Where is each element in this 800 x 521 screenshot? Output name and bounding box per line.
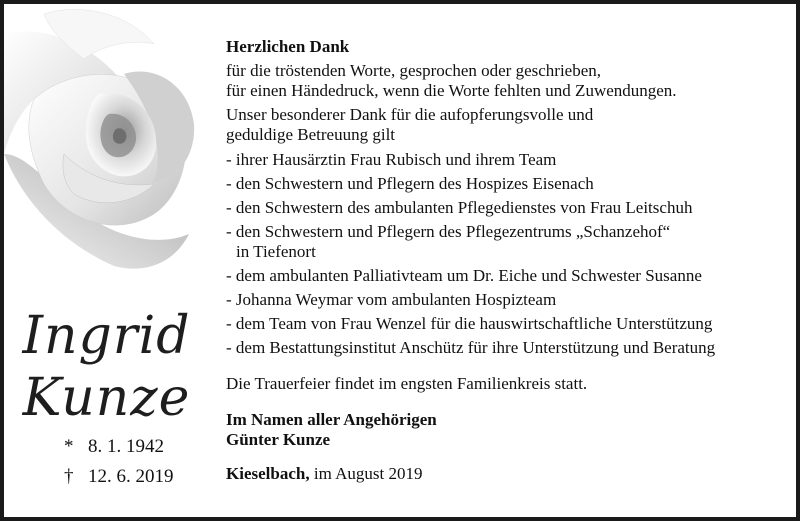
funeral-note: Die Trauerfeier findet im engsten Familienkreis statt. — [226, 374, 588, 393]
thanks-item: - dem ambulanten Palliativteam um Dr. Eiche und Schwester Susanne — [226, 266, 702, 285]
death-date-line — [64, 466, 174, 488]
thanks-item: - den Schwestern und Pflegern des Hospizes Eisenach — [226, 174, 594, 193]
notice-text — [226, 37, 786, 484]
thanks-item-continuation: in Tiefenort — [236, 242, 316, 261]
birth-date: 8. 1. 1942 — [88, 436, 164, 457]
signoff-line: Im Namen aller Angehörigen — [226, 410, 437, 429]
death-date: 12. 6. 2019 — [88, 466, 174, 487]
thanks-item: - ihrer Hausärztin Frau Rubisch und ihrem Team — [226, 150, 557, 169]
thanks-item: - Johanna Weymar vom ambulanten Hospizteam — [226, 290, 557, 309]
date-text: im August 2019 — [313, 464, 423, 483]
death-symbol: † — [64, 466, 74, 487]
thanks-item: - den Schwestern und Pflegern des Pflegezentrums „Schanzehof“ — [226, 222, 671, 241]
special-thanks-line: geduldige Betreuung gilt — [226, 125, 396, 144]
heading: Herzlichen Dank — [226, 37, 350, 56]
deceased-last-name: Kunze — [22, 368, 191, 428]
intro-line: für einen Händedruck, wenn die Worte fehlten und Zuwendungen. — [226, 81, 677, 100]
signoff-name: Günter Kunze — [226, 430, 331, 449]
thanks-item: - den Schwestern des ambulanten Pflegedienstes von Frau Leitschuh — [226, 198, 693, 217]
white-rose-image — [4, 4, 204, 274]
birth-symbol: * — [64, 436, 74, 457]
deceased-first-name: Ingrid — [22, 306, 191, 366]
place: Kieselbach, — [226, 464, 310, 483]
thanks-item: - dem Team von Frau Wenzel für die hauswirtschaftliche Unterstützung — [226, 314, 713, 333]
left-column — [4, 4, 214, 517]
intro-line: für die tröstenden Worte, gesprochen oder geschrieben, — [226, 61, 602, 80]
special-thanks-line: Unser besonderer Dank für die aufopferungsvolle und — [226, 105, 594, 124]
place-date-line — [226, 464, 786, 484]
thanks-item: - dem Bestattungsinstitut Anschütz für ihre Unterstützung und Beratung — [226, 338, 716, 357]
birth-date-line — [64, 436, 164, 458]
